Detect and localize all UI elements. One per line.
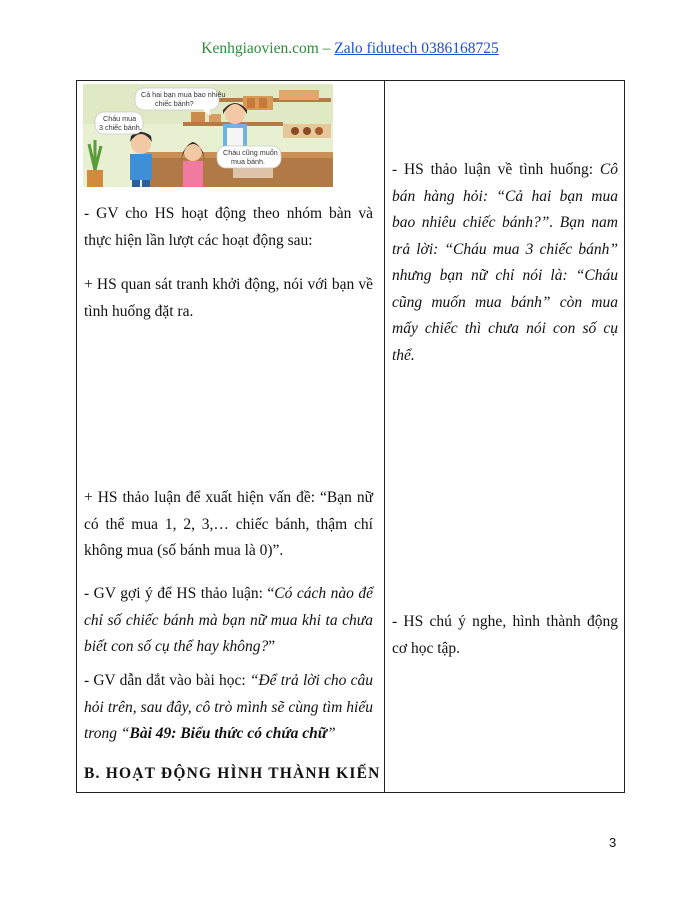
- bubble-question-line1: Cả hai bạn mua bao nhiêu: [141, 90, 226, 99]
- lesson-table: [76, 80, 625, 793]
- student-response-1: [392, 157, 618, 369]
- teacher-column: [77, 81, 384, 792]
- header-site: Kenhgiaovien.com: [201, 40, 319, 57]
- teacher-instruction-4: [84, 581, 373, 661]
- page-number: 3: [609, 835, 617, 850]
- student-response-2: - HS chú ý nghe, hình thành động cơ học tập.: [392, 613, 618, 657]
- teacher-instruction-5: [84, 668, 373, 748]
- instruction-4-suffix: ”: [268, 638, 276, 655]
- lesson-title: Bài 49: Biểu thức có chứa chữ: [129, 725, 328, 742]
- header-separator: –: [318, 40, 335, 57]
- instruction-4-prefix: - GV gợi ý để HS thảo luận: “: [84, 585, 275, 602]
- bubble-question-line2: chiếc bánh?: [155, 99, 194, 108]
- student-column: [385, 81, 625, 792]
- instruction-5-italic: “Để trả lời cho câu hỏi trên, sau đây, cô trò mình sẽ cùng tìm hiểu trong “: [84, 672, 373, 742]
- instruction-5-suffix: ”: [327, 725, 336, 742]
- bakery-illustration: [83, 84, 333, 187]
- instruction-4-question: Có cách nào để chỉ số chiếc bánh mà bạn nữ mua khi ta chưa biết con số cụ thể hay không?: [84, 585, 373, 655]
- section-heading: B. HOẠT ĐỘNG HÌNH THÀNH KIẾN: [84, 765, 381, 782]
- instruction-5-prefix: - GV dẫn dắt vào bài học:: [84, 672, 250, 689]
- header-contact-link[interactable]: Zalo fidutech 0386168725: [334, 40, 499, 57]
- bubble-boy-line2: 3 chiếc bánh.: [99, 123, 142, 132]
- page-header: [0, 40, 700, 58]
- teacher-instruction-2: + HS quan sát tranh khởi động, nói với bạn về tình huống đặt ra.: [84, 276, 373, 320]
- teacher-instruction-3: + HS thảo luận để xuất hiện vấn đề: “Bạn nữ có thể mua 1, 2, 3,… chiếc bánh, thậm chí không mua (số bánh mua là 0)”.: [84, 489, 373, 559]
- bubble-boy-line1: Cháu mua: [103, 114, 137, 123]
- teacher-instruction-1: - GV cho HS hoạt động theo nhóm bàn và thực hiện lần lượt các hoạt động sau:: [84, 205, 373, 249]
- response-1-italic: Cô bán hàng hỏi: “Cả hai bạn mua bao nhiêu chiếc bánh?”. Bạn nam trả lời: “Cháu mua 3 chiếc bánh” nhưng bạn nữ chỉ nói là: “Cháu cũng muốn mua bánh” còn mua mấy chiếc thì chưa nói con số cụ thể.: [392, 161, 618, 364]
- bubble-girl-line1: Cháu cũng muốn: [223, 148, 278, 157]
- bubble-girl-line2: mua bánh.: [231, 157, 265, 166]
- response-1-prefix: - HS thảo luận về tình huống:: [392, 161, 600, 178]
